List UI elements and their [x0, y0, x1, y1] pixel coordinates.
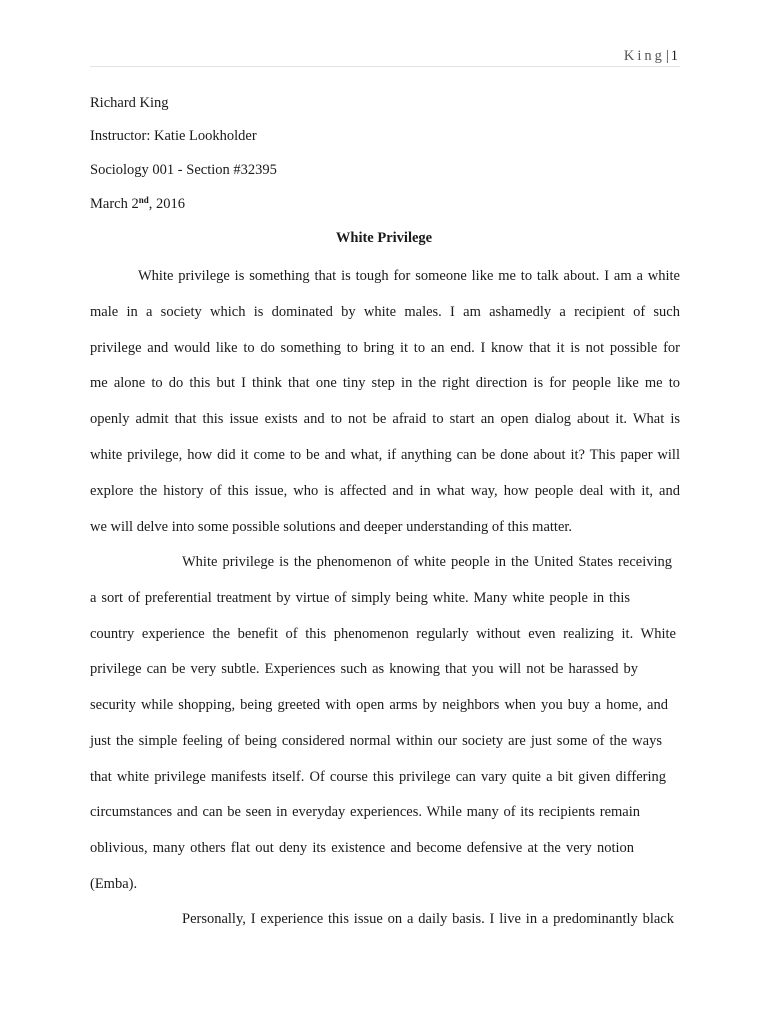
body-line: that white privilege manifests itself. Of course this privilege can vary quite a bit given differing [90, 769, 666, 785]
course-line: Sociology 001 - Section #32395 [90, 162, 277, 178]
running-head-name: King [623, 48, 665, 64]
body-line: we will delve into some possible solutions and deeper understanding of this matter. [90, 519, 573, 535]
body-line: oblivious, many others flat out deny its existence and become defensive at the very notion [90, 840, 634, 856]
body-line: male in a society which is dominated by white males. I am ashamedly a recipient of such [90, 304, 680, 320]
date-ordinal-suffix: nd [138, 195, 149, 205]
body-line: Personally, I experience this issue on a daily basis. I live in a predominantly black [182, 911, 674, 927]
instructor-line: Instructor: Katie Lookholder [90, 128, 257, 144]
date-year: , 2016 [148, 196, 185, 212]
body-line: me alone to do this but I think that one tiny step in the right direction is for people like me to [90, 375, 680, 391]
date-month-day: March 2 [90, 196, 139, 212]
body-line: privilege can be very subtle. Experiences such as knowing that you will not be harassed by [90, 661, 638, 677]
body-line: just the simple feeling of being considered normal within our society are just some of the ways [90, 733, 662, 749]
page-number: 1 [670, 48, 678, 64]
author-name: Richard King [90, 95, 169, 111]
body-line: White privilege is something that is tough for someone like me to talk about. I am a white [138, 268, 680, 284]
essay-title: White Privilege [335, 230, 433, 246]
running-header [624, 48, 678, 65]
body-line: (Emba). [90, 876, 138, 892]
body-line: security while shopping, being greeted with open arms by neighbors when you buy a home, and [90, 697, 668, 713]
body-line: white privilege, how did it come to be and what, if anything can be done about it? This paper will [90, 447, 680, 463]
body-line: circumstances and can be seen in everyday experiences. While many of its recipients remain [90, 804, 640, 820]
body-line: explore the history of this issue, who is affected and in what way, how people deal with it, and [90, 483, 680, 499]
date-line [90, 194, 185, 214]
body-line: White privilege is the phenomenon of white people in the United States receiving [182, 554, 672, 570]
body-line: openly admit that this issue exists and to not be afraid to start an open dialog about it. What is [90, 411, 680, 427]
body-line: a sort of preferential treatment by virtue of simply being white. Many white people in this [90, 590, 630, 606]
header-separator: | [665, 48, 669, 64]
body-line: country experience the benefit of this phenomenon regularly without even realizing it. White [90, 626, 676, 642]
header-divider [90, 66, 680, 67]
body-line: privilege and would like to do something to bring it to an end. I know that it is not possible for [90, 340, 680, 356]
